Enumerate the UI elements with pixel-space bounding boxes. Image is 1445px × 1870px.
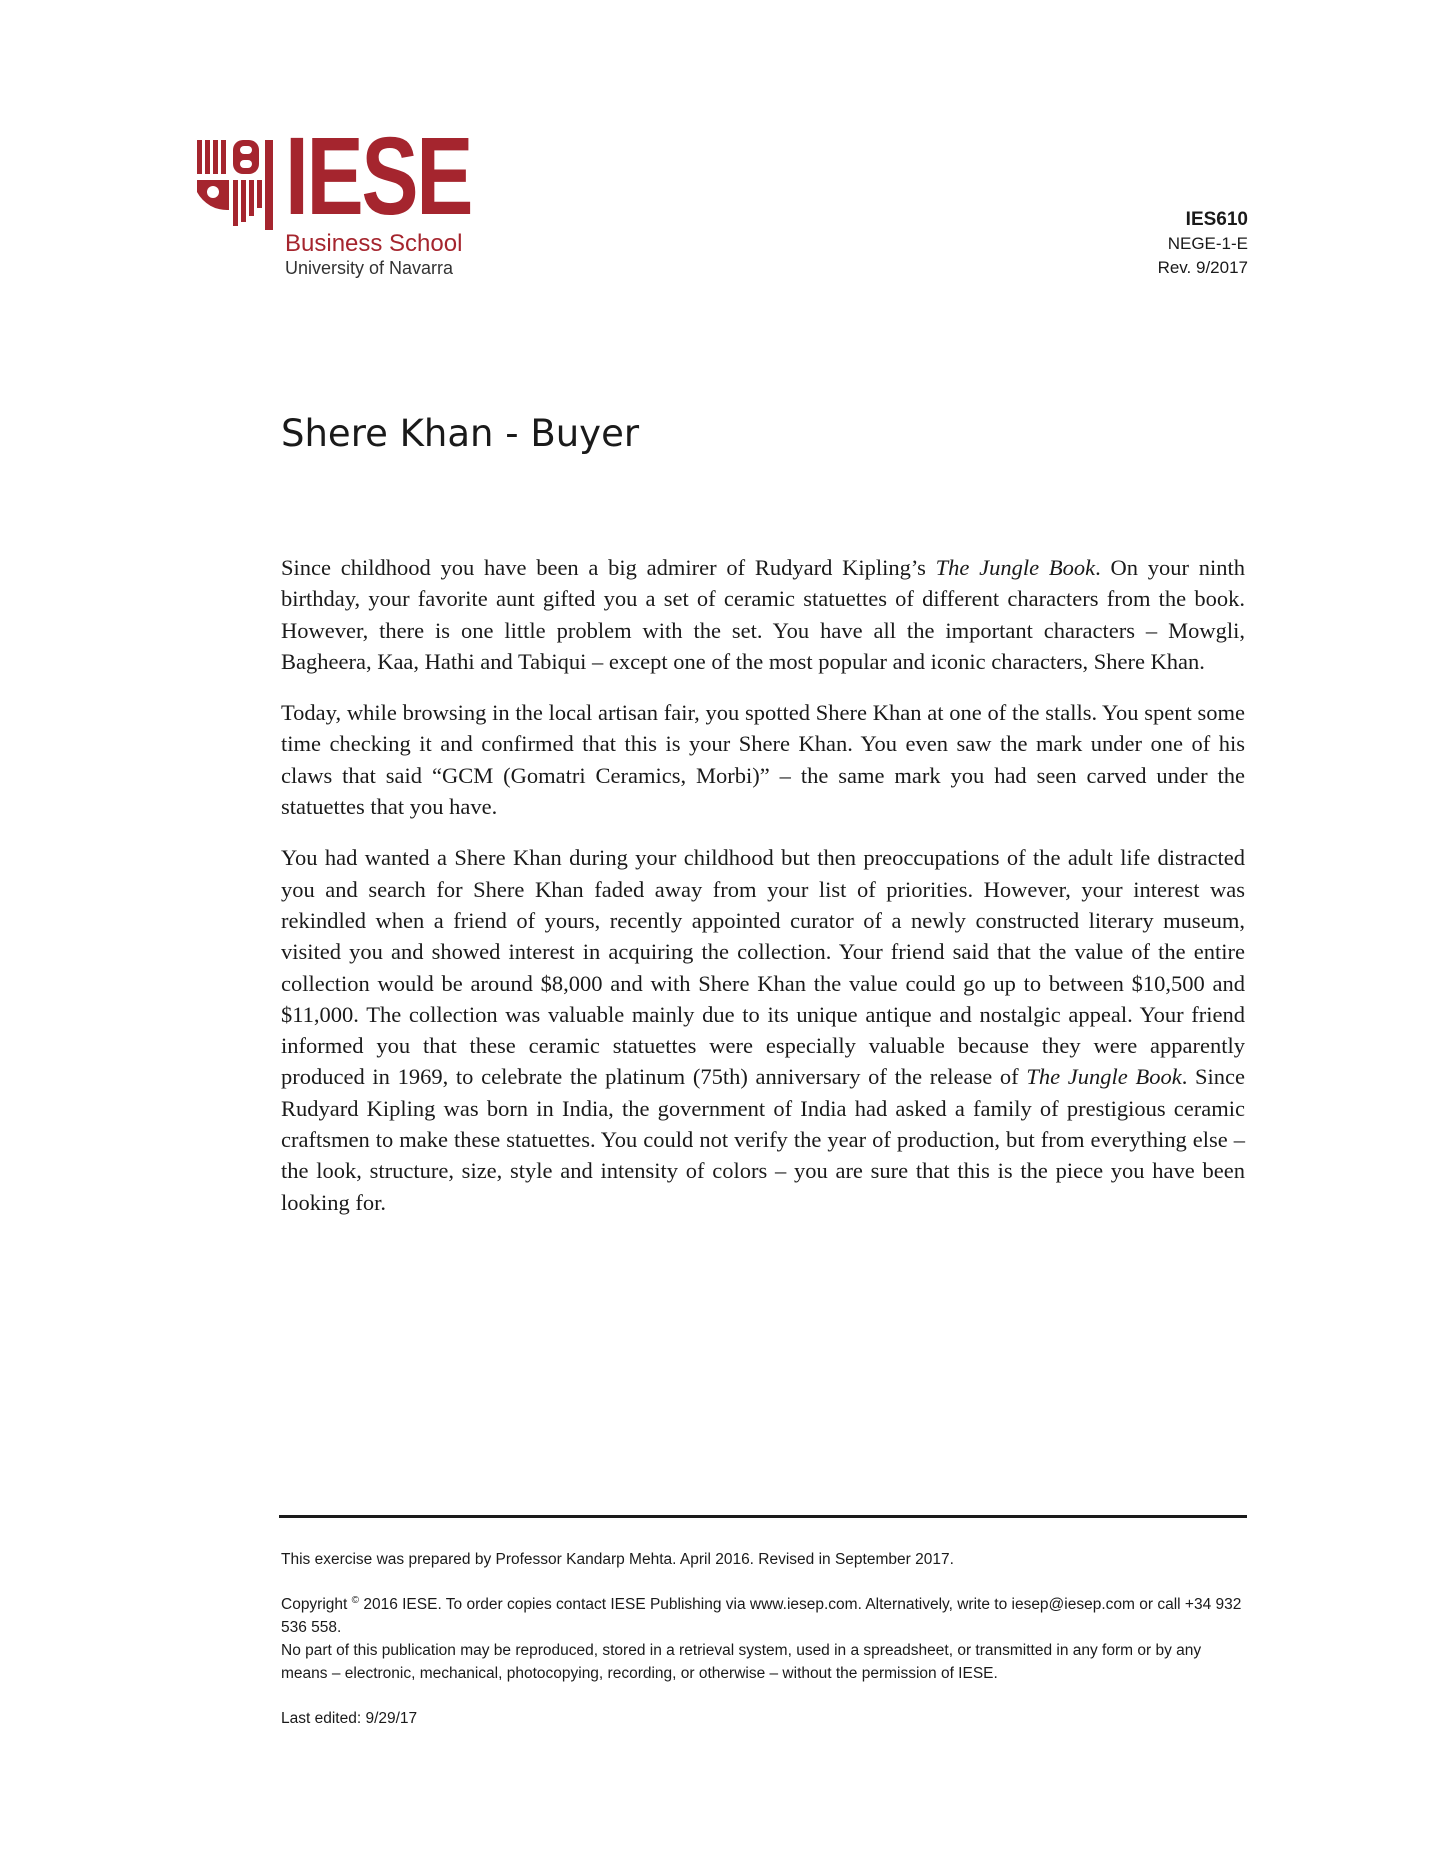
- document-codes: [1158, 208, 1248, 280]
- last-edited: Last edited: 9/29/17: [281, 1710, 418, 1727]
- paragraph-2: Today, while browsing in the local artisan fair, you spotted Shere Khan at one of the stalls. You spent some time checking it and confirmed that this is your Shere Khan. You even saw the mark under one of his claws that said “GCM (Gomatri Ceramics, Morbi)” – the same mark you had seen carved under the statuettes that you have.: [281, 700, 1245, 820]
- doc-code: IES610: [1185, 209, 1248, 230]
- paragraph-3: [281, 842, 1245, 1218]
- copyright-prefix: Copyright: [281, 1596, 352, 1613]
- iese-shield-icon: [197, 140, 273, 230]
- paragraph-1-part-2: . On your ninth birthday, your favorite aunt gifted you a set of ceramic statuettes of different characters from the book. However, there is one little problem with the set. You have all the important characters – Mowgli, Bagheera, Kaa, Hathi and Tabiqui – except one of the most popular and iconic characters, Shere Khan.: [281, 555, 1245, 674]
- paragraph-1: [281, 552, 1245, 677]
- book-title-italic: The Jungle Book: [935, 555, 1096, 580]
- body-text: [281, 552, 1245, 1238]
- paragraph-3-part-2: . Since Rudyard Kipling was born in India, the government of India had asked a family of prestigious ceramic craftsmen to make these statuettes. You could not verify the year of production, but from everything else – the look, structure, size, style and intensity of colors – you are sure that this is the piece you have been looking for.: [281, 1064, 1245, 1215]
- doc-subcode: NEGE-1-E: [1167, 234, 1248, 253]
- logo-business-school: Business School: [285, 230, 463, 257]
- footer-divider: [279, 1515, 1247, 1518]
- paragraph-1-part-1: Since childhood you have been a big admirer of Rudyard Kipling’s: [281, 555, 936, 580]
- prepared-by-note: This exercise was prepared by Professor Kandarp Mehta. April 2016. Revised in September 2017.: [281, 1551, 954, 1568]
- paragraph-3-part-1: You had wanted a Shere Khan during your childhood but then preoccupations of the adult life distracted you and search for Shere Khan faded away from your list of priorities. However, your interest was rekindled when a friend of yours, recently appointed curator of a newly constructed literary museum, visited you and showed interest in acquiring the collection. Your friend said that the value of the entire collection would be around $8,000 and with Shere Khan the value could go up to between $10,500 and $11,000. The collection was valuable mainly due to its unique antique and nostalgic appeal. Your friend informed you that these ceramic statuettes were especially valuable because they were apparently produced in 1969, to celebrate the platinum (75th) anniversary of the release of: [281, 845, 1245, 1090]
- footer: [281, 1548, 1245, 1730]
- book-title-italic: The Jungle Book: [1026, 1064, 1182, 1090]
- rights-note: No part of this publication may be reproduced, stored in a retrieval system, used in a spreadsheet, or transmitted in any form or by any means – electronic, mechanical, photocopying, recording, or otherwise – without the permission of IESE.: [281, 1642, 1202, 1682]
- iese-logo: [197, 115, 472, 280]
- copyright-note: [281, 1593, 1245, 1639]
- logo-wordmark: IESE: [285, 115, 472, 238]
- copyright-text: 2016 IESE. To order copies contact IESE Publishing via www.iesep.com. Alternatively, write to iesep@iesep.com or call +34 932 536 558.: [281, 1596, 1242, 1636]
- logo-university: University of Navarra: [285, 258, 454, 278]
- revision-date: Rev. 9/2017: [1157, 258, 1248, 277]
- copyright-symbol: ©: [351, 1595, 360, 1606]
- page-title: Shere Khan - Buyer: [281, 412, 640, 455]
